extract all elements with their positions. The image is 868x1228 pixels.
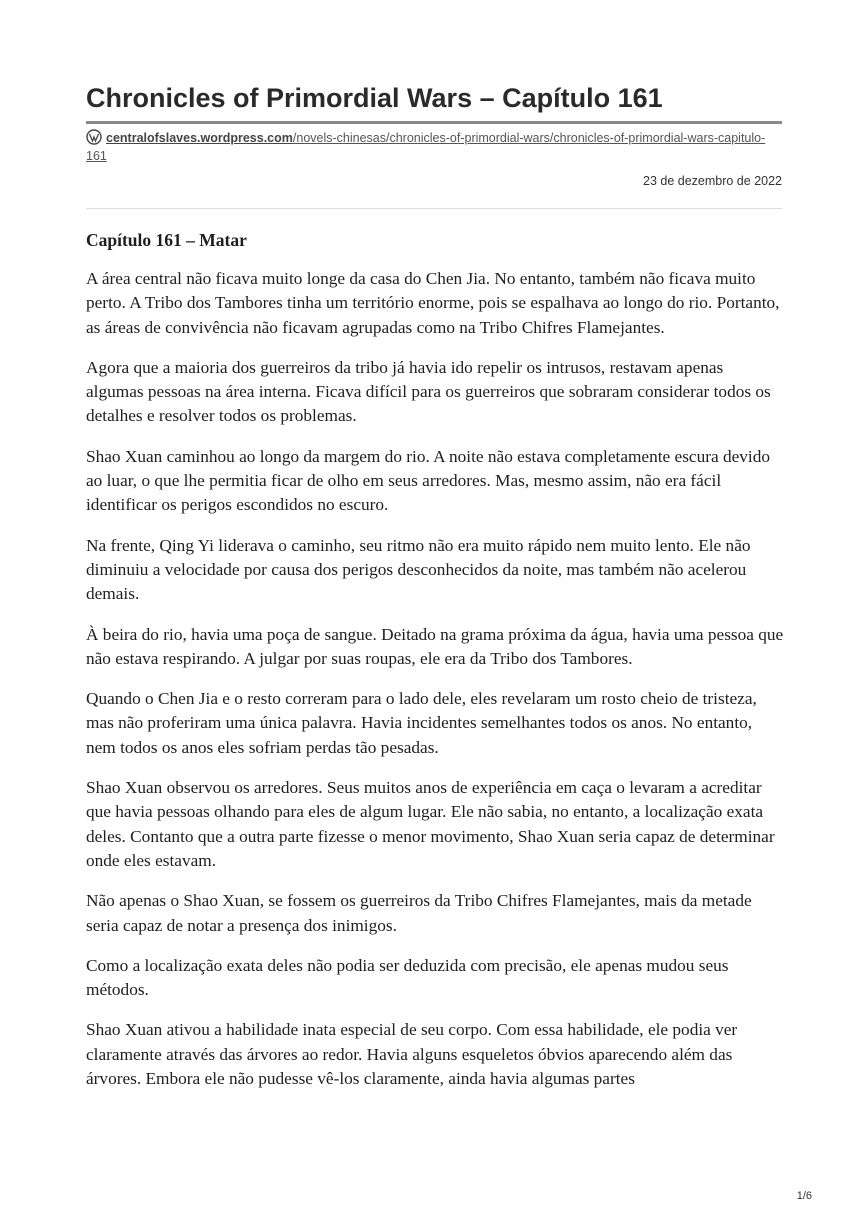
paragraph: A área central não ficava muito longe da casa do Chen Jia. No entanto, também não ficava muito perto. A Tribo dos Tambores tinha um território enorme, pois se espalhava ao longo do rio. Portanto, as áreas de convivência não ficavam agrupadas como na Tribo Chifres Flamejantes. [86, 269, 780, 337]
source-path-link[interactable]: /novels-chinesas/chronicles-of-primordial-wars/chronicles-of-primordial-wars-capitulo-161 [86, 131, 766, 163]
paragraph: Não apenas o Shao Xuan, se fossem os guerreiros da Tribo Chifres Flamejantes, mais da metade seria capaz de notar a presença dos inimigos. [86, 891, 752, 935]
page-title: Chronicles of Primordial Wars – Capítulo 161 [86, 83, 663, 113]
paragraph: Shao Xuan caminhou ao longo da margem do rio. A noite não estava completamente escura devido ao luar, o que lhe permitia ficar de olho em seus arredores. Mas, mesmo assim, não era fácil identificar os perigos escondidos no escuro. [86, 446, 771, 515]
chapter-heading: Capítulo 161 – Matar [86, 230, 247, 250]
publish-date: 23 de dezembro de 2022 [643, 174, 782, 188]
header-divider [86, 208, 782, 209]
source-url[interactable] [86, 129, 776, 165]
paragraph: À beira do rio, havia uma poça de sangue. Deitado na grama próxima da água, havia uma pessoa que não estava respirando. A julgar por suas roupas, ele era da Tribo dos Tambores. [86, 624, 784, 668]
paragraph: Agora que a maioria dos guerreiros da tribo já havia ido repelir os intrusos, restavam apenas algumas pessoas na área interna. Ficava difícil para os guerreiros que sobraram considerar todos os detalhes e resolver todos os problemas. [86, 357, 771, 426]
page-number: 1/6 [796, 1190, 812, 1202]
article-body [86, 228, 784, 1107]
source-domain-link[interactable]: centralofslaves.wordpress.com [106, 131, 293, 145]
wordpress-icon [86, 129, 102, 145]
paragraph: Na frente, Qing Yi liderava o caminho, seu ritmo não era muito rápido nem muito lento. Ele não diminuiu a velocidade por causa dos perigos desconhecidos da noite, mas também não acelerou demais. [86, 535, 751, 604]
paragraph: Como a localização exata deles não podia ser deduzida com precisão, ele apenas mudou seus métodos. [86, 955, 729, 1000]
title-divider [86, 121, 782, 124]
paragraph: Shao Xuan ativou a habilidade inata especial de seu corpo. Com essa habilidade, ele podia ver claramente através das árvores ao redor. Havia alguns esqueletos óbvios aparecendo além das árvores. Embora ele não pudesse vê-los claramente, ainda havia algumas partes [86, 1020, 738, 1089]
paragraph: Quando o Chen Jia e o resto correram para o lado dele, eles revelaram um rosto cheio de tristeza, mas não proferiram uma única palavra. Havia incidentes semelhantes todos os anos. No entanto, nem todos os anos eles sofriam perdas tão pesadas. [86, 689, 757, 757]
paragraph: Shao Xuan observou os arredores. Seus muitos anos de experiência em caça o levaram a acreditar que havia pessoas olhando para eles de algum lugar. Ele não sabia, no entanto, a localização exata deles. Contanto que a outra parte fizesse o menor movimento, Shao Xuan seria capaz de determinar onde eles estavam. [86, 778, 775, 870]
